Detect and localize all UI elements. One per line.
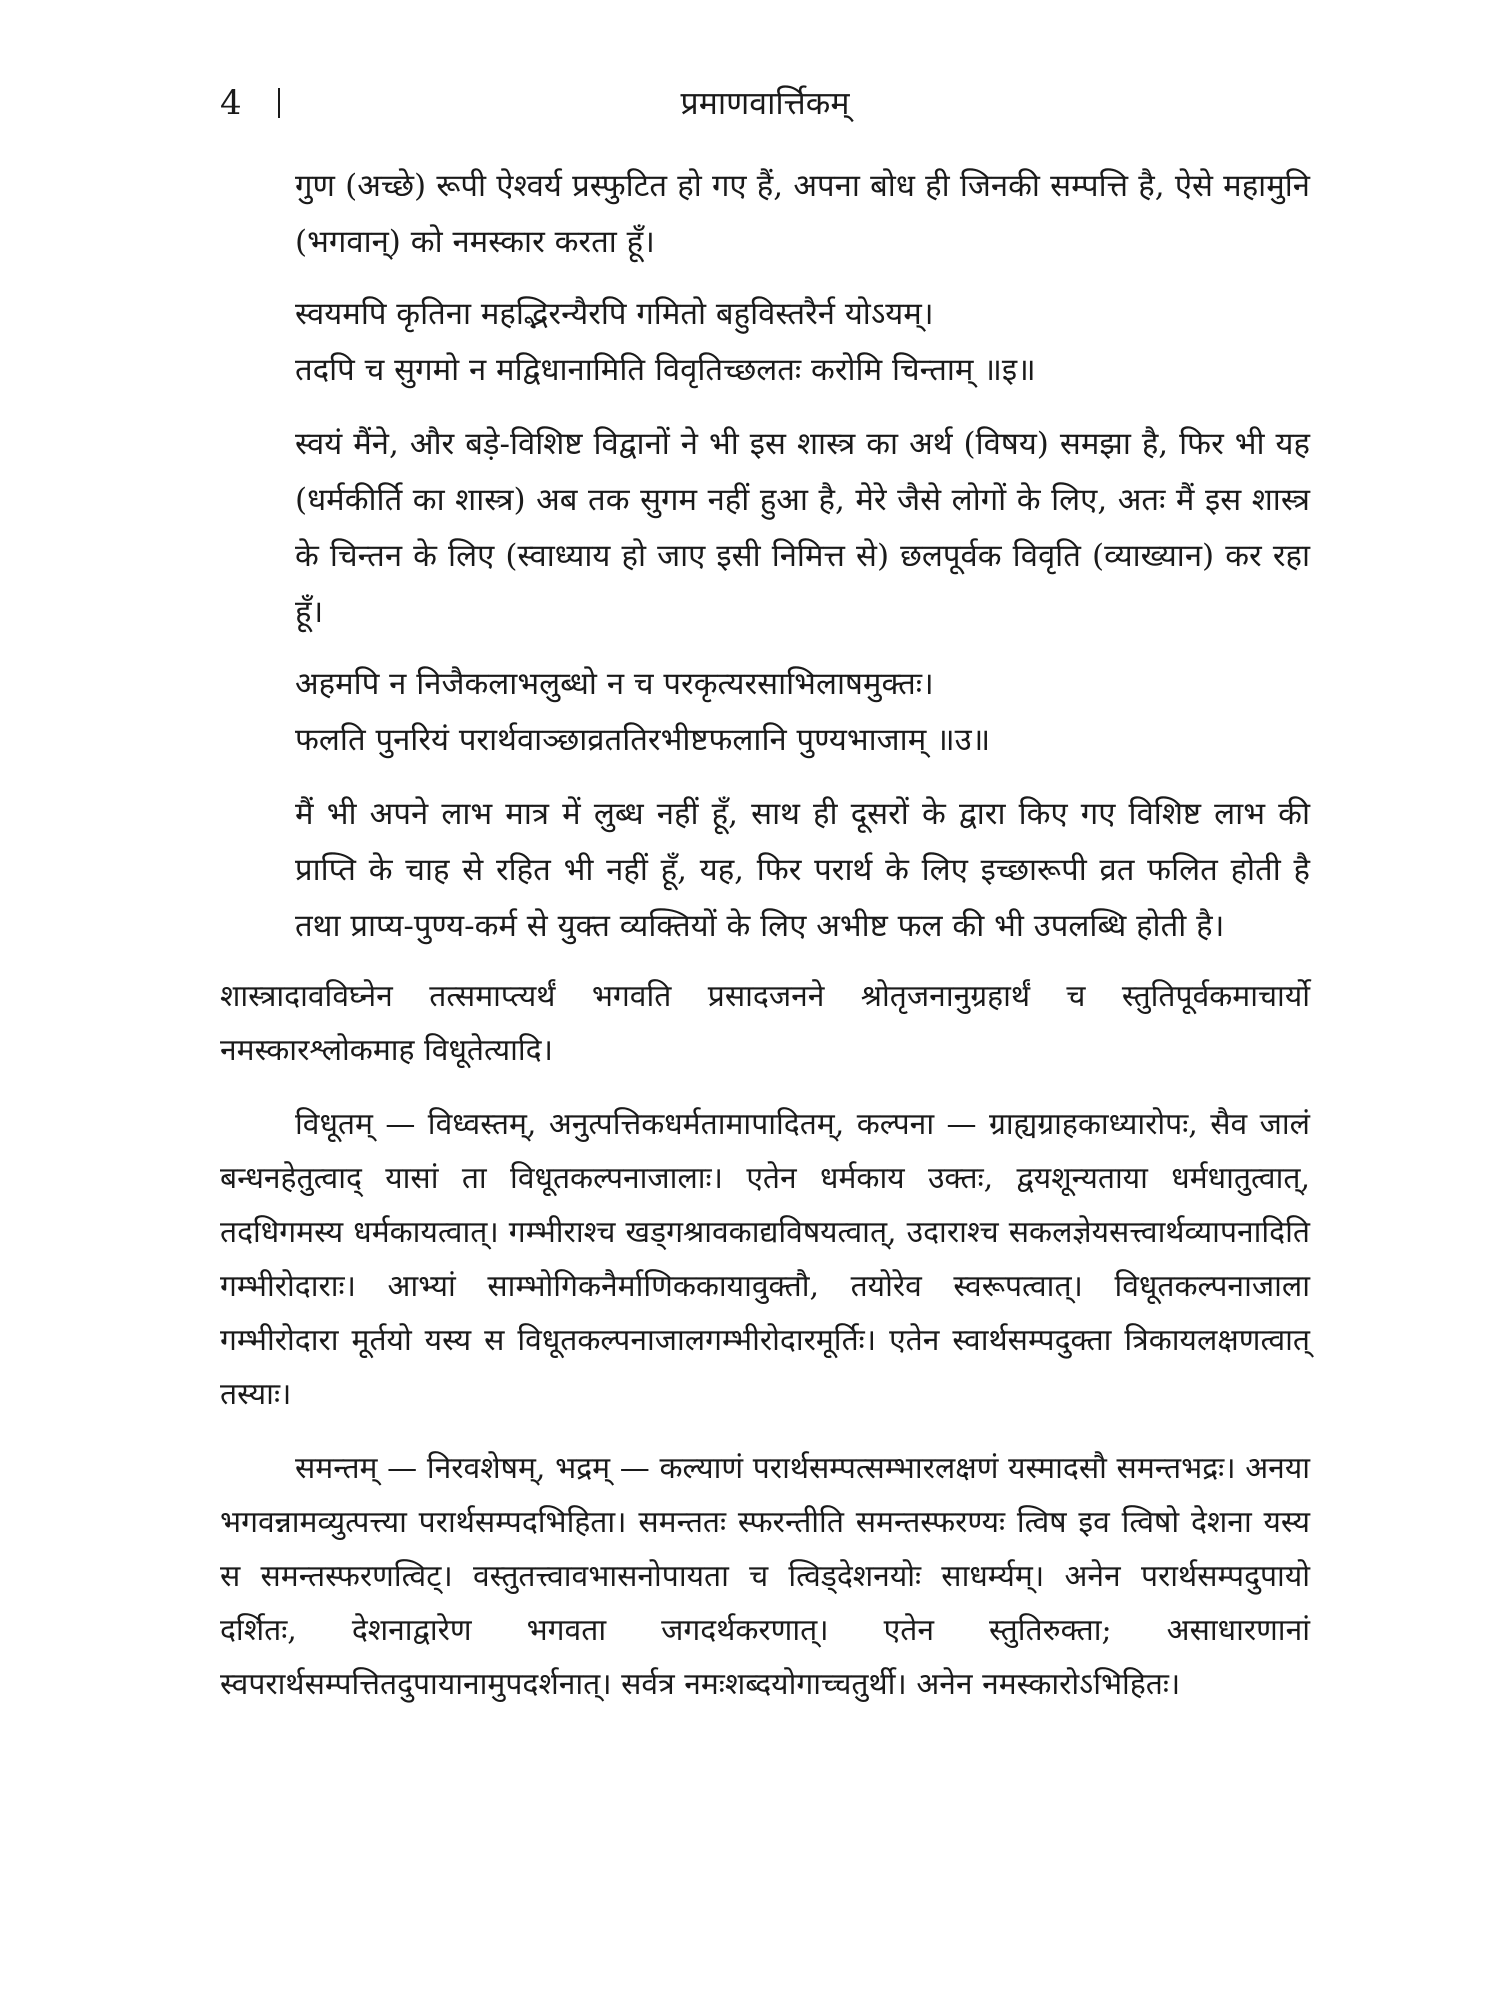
commentary-intro: शास्त्रादावविघ्नेन तत्समाप्त्यर्थं भगवति प्रसादजनने श्रोतृजनानुग्रहार्थं च स्तुतिपूर्वकमाचार्यो नमस्कारश्लोकमाह विधूतेत्यादि। <box>220 979 1310 1068</box>
hindi-translation-3: स्वयं मैंने, और बड़े-विशिष्ट विद्वानों ने भी इस शास्त्र का अर्थ (विषय) समझा है, फिर भी यह (धर्मकीर्ति का शास्त्र) अब तक सुगम नहीं हुआ है, मेरे जैसे लोगों के लिए, अतः मैं इस शास्त्र के चिन्तन के लिए (स्वाध्याय हो जाए इसी निमित्त से) छलपूर्वक विवृति (व्याख्यान) कर रहा हूँ। <box>295 426 1310 630</box>
verse-line: फलति पुनरियं परार्थवाञ्छाव्रततिरभीष्टफलानि पुण्यभाजाम् ॥उ॥ <box>295 722 991 758</box>
page-body <box>220 158 1310 1732</box>
sanskrit-verse-4 <box>295 656 1310 768</box>
verse-line: तदपि च सुगमो न मद्विधानामिति विवृतिच्छलतः करोमि चिन्ताम् ॥इ॥ <box>295 352 1036 388</box>
running-title: प्रमाणवार्त्तिकम् <box>680 84 850 122</box>
hindi-translation-1: गुण (अच्छे) रूपी ऐश्वर्य प्रस्फुटित हो गए हैं, अपना बोध ही जिनकी सम्पत्ति है, ऐसे महामुनि (भगवान्) को नमस्कार करता हूँ। <box>295 168 1310 260</box>
sanskrit-verse-2 <box>295 286 1310 398</box>
commentary-samantam: समन्तम् — निरवशेषम्, भद्रम् — कल्याणं परार्थसम्पत्सम्भारलक्षणं यस्मादसौ समन्तभद्रः। अनया भगवन्नामव्युत्पत्त्या परार्थसम्पदभिहिता। समन्ततः स्फरन्तीति समन्तस्फरण्यः त्विष इव त्विषो देशना यस्य स समन्तस्फरणत्विट्। वस्तुतत्त्वावभासनोपायता च त्विड्देशनयोः साधर्म्यम्। अनेन परार्थसम्पदुपायो दर्शितः, देशनाद्वारेण भगवता जगदर्थकरणात्। एतेन स्तुतिरुक्ता; असाधारणानां स्वपरार्थसम्पत्तितदुपायानामुपदर्शनात्। सर्वत्र नमःशब्दयोगाच्चतुर्थी। अनेन नमस्कारोऽभिहितः। <box>220 1451 1310 1702</box>
page-number-separator <box>278 88 280 118</box>
page-header <box>220 78 1310 138</box>
translation-block <box>220 158 1310 954</box>
page-number: 4 <box>220 83 242 123</box>
verse-line: अहमपि न निजैकलाभलुब्धो न च परकृत्यरसाभिलाषमुक्तः। <box>295 666 934 702</box>
commentary-vidhutam: विधूतम् — विध्वस्तम्, अनुत्पत्तिकधर्मतामापादितम्, कल्पना — ग्राह्यग्राहकाध्यारोपः, सैव जालं बन्धनहेतुत्वाद् यासां ता विधूतकल्पनाजालाः। एतेन धर्मकाय उक्तः, द्वयशून्यताया धर्मधातुत्वात्, तदधिगमस्य धर्मकायत्वात्। गम्भीराश्च खड्गश्रावकाद्यविषयत्वात्, उदाराश्च सकलज्ञेयसत्त्वार्थव्यापनादिति गम्भीरोदाराः। आभ्यां साम्भोगिकनैर्माणिककायावुक्तौ, तयोरेव स्वरूपत्वात्। विधूतकल्पनाजाला गम्भीरोदारा मूर्तयो यस्य स विधूतकल्पनाजालगम्भीरोदारमूर्तिः। एतेन स्वार्थसम्पदुक्ता त्रिकायलक्षणत्वात् तस्याः। <box>220 1107 1310 1412</box>
hindi-translation-5: मैं भी अपने लाभ मात्र में लुब्ध नहीं हूँ, साथ ही दूसरों के द्वारा किए गए विशिष्ट लाभ की प्राप्ति के चाह से रहित भी नहीं हूँ, यह, फिर परार्थ के लिए इच्छारूपी व्रत फलित होती है तथा प्राप्य-पुण्य-कर्म से युक्त व्यक्तियों के लिए अभीष्ट फल की भी उपलब्धि होती है। <box>295 796 1310 944</box>
verse-line: स्वयमपि कृतिना महद्भिरन्यैरपि गमितो बहुविस्तरैर्न योऽयम्। <box>295 296 934 332</box>
